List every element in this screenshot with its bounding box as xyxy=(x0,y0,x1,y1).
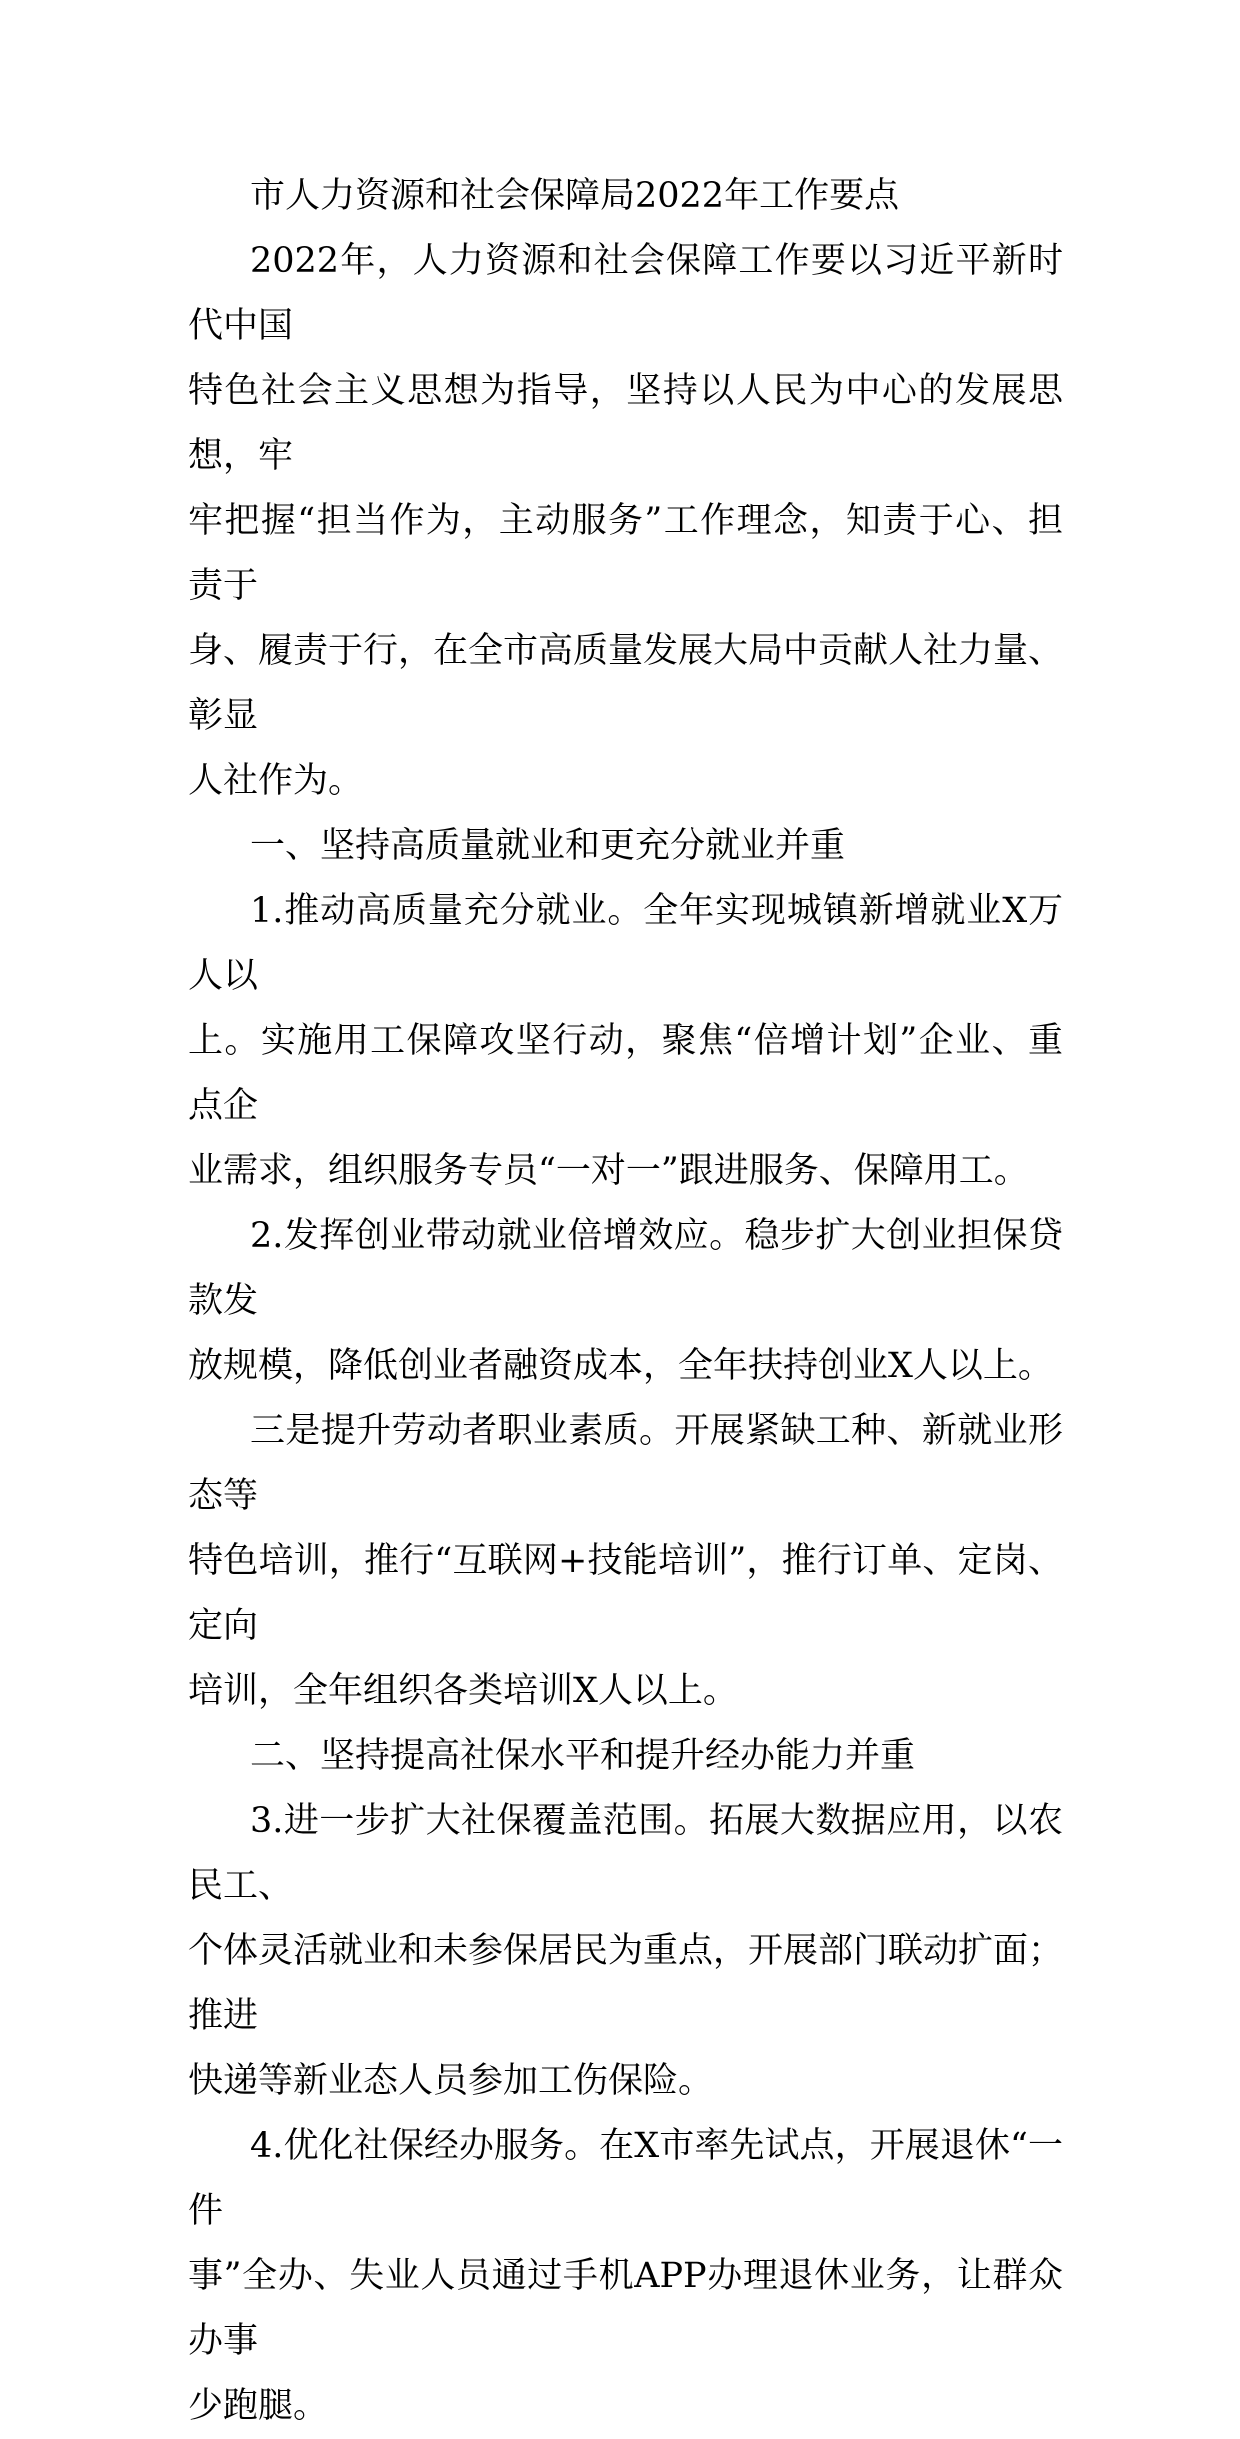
paragraph-item-1: 1.推动高质量充分就业。全年实现城镇新增就业X万人以 上。实施用工保障攻坚行动，聚焦“倍增计划”企业、重点企 业需求，组织服务专员“一对一”跟进服务、保障用工。 xyxy=(188,891,1063,1191)
paragraph-item-4: 3.进一步扩大社保覆盖范围。拓展大数据应用，以农民工、 个体灵活就业和未参保居民为重点，开展部门联动扩面；推进 快递等新业态人员参加工伤保险。 xyxy=(188,1801,1064,2101)
section-heading-employment: 一、坚持高质量就业和更充分就业并重 xyxy=(250,826,846,866)
paragraph-item-2: 2.发挥创业带动就业倍增效应。稳步扩大创业担保贷款发 放规模，降低创业者融资成本，全年扶持创业X人以上。 xyxy=(188,1216,1063,1386)
document-body xyxy=(188,164,1063,2439)
document-title: 市人力资源和社会保障局2022年工作要点 xyxy=(250,176,900,216)
paragraph-intro: 2022年，人力资源和社会保障工作要以习近平新时代中国 特色社会主义思想为指导，坚持以人民为中心的发展思想，牢 牢把握“担当作为，主动服务”工作理念，知责于心、担责于 身、履责于行，在全市高质量发展大局中贡献人社力量、彰显 人社作为。 xyxy=(188,241,1064,801)
paragraph-item-3: 三是提升劳动者职业素质。开展紧缺工种、新就业形态等 特色培训，推行“互联网+技能培训”，推行订单、定岗、定向 培训，全年组织各类培训X人以上。 xyxy=(188,1411,1063,1711)
paragraph-item-5: 4.优化社保经办服务。在X市率先试点，开展退休“一件 事”全办、失业人员通过手机APP办理退休业务，让群众办事 少跑腿。 xyxy=(188,2126,1063,2426)
section-heading-social-security: 二、坚持提高社保水平和提升经办能力并重 xyxy=(250,1736,916,1776)
